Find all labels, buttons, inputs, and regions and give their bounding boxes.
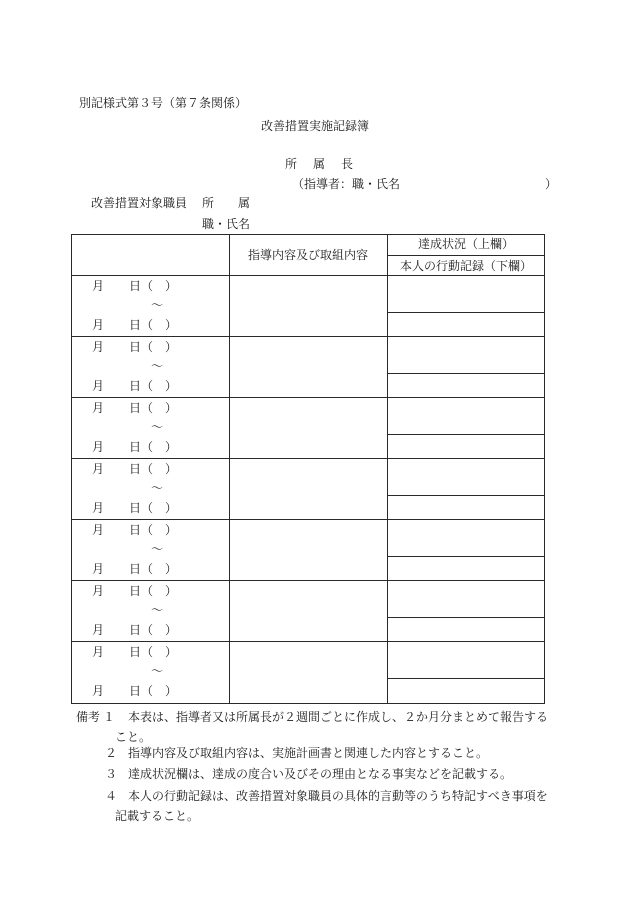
start-month-label: 月: [92, 462, 105, 476]
form-number: 別記様式第３号（第７条関係）: [79, 96, 248, 110]
start-day-label: 日（ ）: [129, 645, 178, 659]
document-title: 改善措置実施記録簿: [260, 119, 369, 133]
row-divider: [71, 336, 545, 337]
remark-text: 本表は、指導者又は所属長が２週間ごとに作成し、２か月分まとめて報告する: [128, 710, 549, 724]
remark-text: こと。: [115, 730, 152, 744]
achievement-action-divider: [387, 312, 545, 313]
target-staff-label: 改善措置対象職員: [91, 196, 188, 210]
achievement-action-divider: [387, 556, 545, 557]
period-tilde: 〜: [151, 481, 164, 495]
target-staff-department: 所 属: [202, 196, 251, 210]
start-day-label: 日（ ）: [129, 584, 178, 598]
start-month-label: 月: [92, 523, 105, 537]
remark-number: ４: [105, 789, 118, 803]
start-day-label: 日（ ）: [129, 401, 178, 415]
instructor-field-close: ）: [545, 177, 558, 191]
period-tilde: 〜: [151, 664, 164, 678]
period-tilde: 〜: [151, 603, 164, 617]
row-divider: [71, 641, 545, 642]
column-header-guidance: 指導内容及び取組内容: [247, 248, 368, 262]
period-tilde: 〜: [151, 420, 164, 434]
start-month-label: 月: [92, 340, 105, 354]
end-day-label: 日（ ）: [129, 623, 178, 637]
start-day-label: 日（ ）: [129, 340, 178, 354]
row-divider: [71, 397, 545, 398]
table-border-top: [71, 234, 545, 235]
end-day-label: 日（ ）: [129, 440, 178, 454]
achievement-action-divider: [387, 373, 545, 374]
achievement-action-divider: [387, 617, 545, 618]
remarks-heading: 備考: [76, 710, 101, 724]
remark-number: ３: [105, 767, 118, 781]
end-day-label: 日（ ）: [129, 501, 178, 515]
period-tilde: 〜: [151, 298, 164, 312]
header-bottom-line: [71, 275, 545, 276]
end-month-label: 月: [92, 379, 105, 393]
start-day-label: 日（ ）: [129, 462, 178, 476]
start-month-label: 月: [92, 645, 105, 659]
end-day-label: 日（ ）: [129, 318, 178, 332]
column-header-achievement: 達成状況（上欄）: [417, 237, 514, 251]
improvement-record-table: [71, 234, 545, 704]
end-day-label: 日（ ）: [129, 379, 178, 393]
period-tilde: 〜: [151, 542, 164, 556]
achievement-action-divider: [387, 678, 545, 679]
target-staff-name: 職・氏名: [202, 217, 251, 231]
header-split-line: [387, 255, 545, 256]
instructor-field-label: （指導者：職・氏名: [292, 177, 401, 191]
end-month-label: 月: [92, 562, 105, 576]
column-header-action-record: 本人の行動記録（下欄）: [399, 259, 532, 273]
achievement-action-divider: [387, 434, 545, 435]
table-border-left: [71, 234, 72, 704]
period-tilde: 〜: [151, 359, 164, 373]
start-day-label: 日（ ）: [129, 523, 178, 537]
column-divider-guidance: [229, 234, 230, 704]
row-divider: [71, 580, 545, 581]
end-day-label: 日（ ）: [129, 562, 178, 576]
remark-number: ２: [105, 746, 118, 760]
end-month-label: 月: [92, 501, 105, 515]
achievement-action-divider: [387, 495, 545, 496]
start-month-label: 月: [92, 401, 105, 415]
end-month-label: 月: [92, 318, 105, 332]
remark-text: 指導内容及び取組内容は、実施計画書と関連した内容とすること。: [128, 746, 489, 760]
start-day-label: 日（ ）: [129, 279, 178, 293]
remark-text: 本人の行動記録は、改善措置対象職員の具体的言動等のうち特記すべき事項を: [128, 789, 548, 803]
remark-number: １: [103, 710, 116, 724]
row-divider: [71, 519, 545, 520]
end-month-label: 月: [92, 684, 105, 698]
table-border-bottom: [71, 703, 545, 704]
start-month-label: 月: [92, 584, 105, 598]
end-month-label: 月: [92, 440, 105, 454]
supervisor-label: 所 属 長: [285, 157, 356, 171]
table-border-right: [544, 234, 545, 704]
remark-text: 記載すること。: [115, 809, 200, 823]
column-divider-achievement: [387, 234, 388, 704]
start-month-label: 月: [92, 279, 105, 293]
remark-text: 達成状況欄は、達成の度合い及びその理由となる事実などを記載する。: [128, 767, 513, 781]
row-divider: [71, 458, 545, 459]
end-day-label: 日（ ）: [129, 684, 178, 698]
end-month-label: 月: [92, 623, 105, 637]
